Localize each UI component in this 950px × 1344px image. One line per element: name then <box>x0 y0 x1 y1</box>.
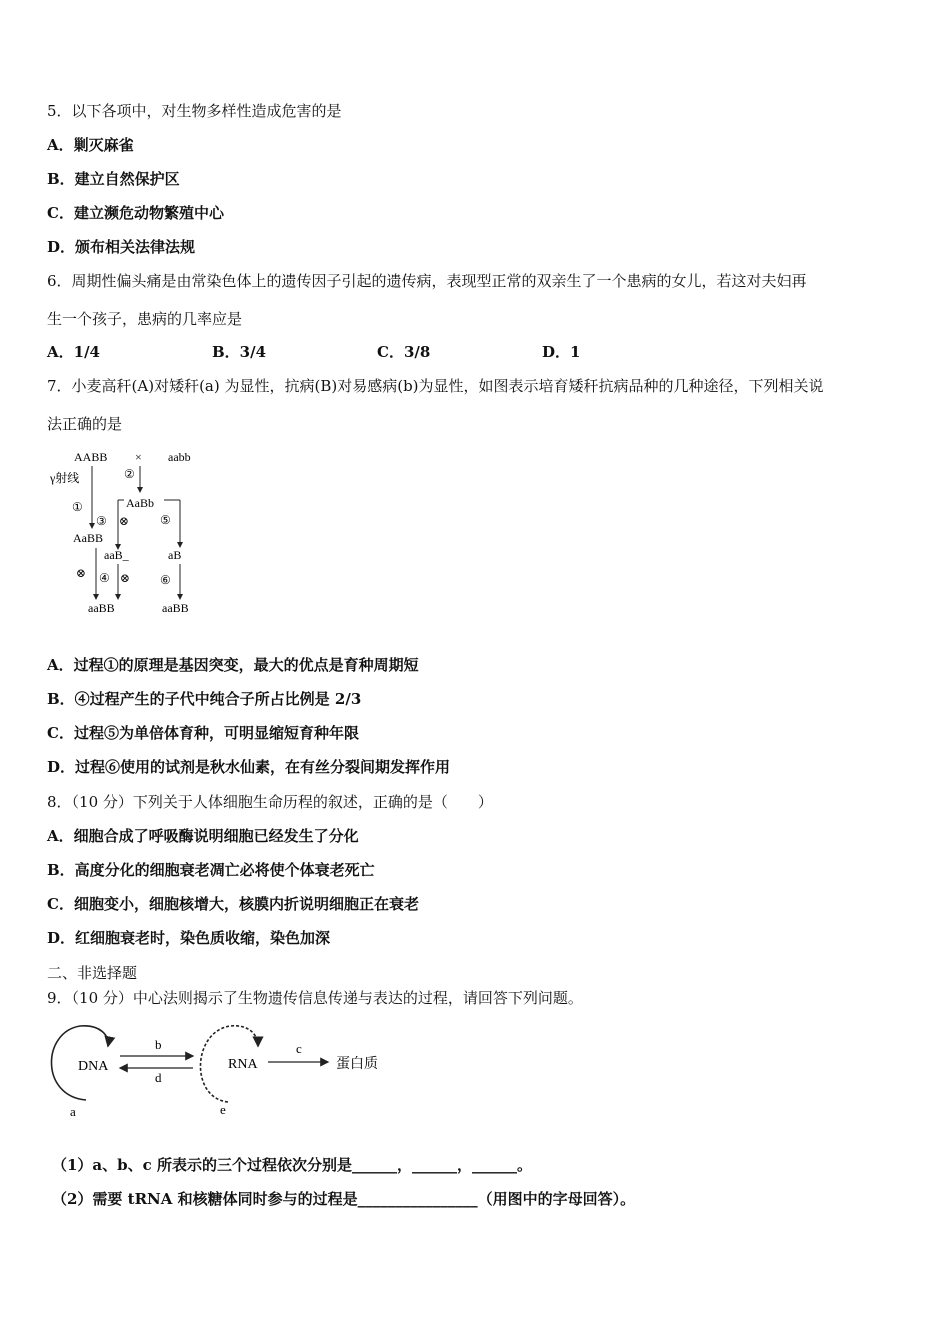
genotype-aab: aaB_ <box>104 548 129 562</box>
q6-option-a: A．1/4 <box>47 343 100 361</box>
q9-stem: 9．（10 分）中心法则揭示了生物遗传信息传递与表达的过程，请回答下列问题。 <box>47 989 583 1007</box>
q6-options <box>47 342 747 362</box>
breeding-pathway-diagram <box>40 444 220 619</box>
genotype-aabb-mutant: AaBB <box>73 531 103 545</box>
q8-option-c: C．细胞变小，细胞核增大，核膜内折说明细胞正在衰老 <box>47 895 419 913</box>
node-protein: 蛋白质 <box>336 1057 378 1072</box>
label-process-6: ⑥ <box>160 573 171 587</box>
q6-stem-line2: 生一个孩子，患病的几率应是 <box>47 310 243 328</box>
self-cross-symbol-4: ⊗ <box>120 571 131 585</box>
q8-stem: 8．（10 分）下列关于人体细胞生命历程的叙述，正确的是（ ） <box>47 793 493 811</box>
label-b: b <box>155 1037 162 1052</box>
label-e: e <box>220 1102 226 1117</box>
q5-stem: 5．以下各项中，对生物多样性造成危害的是 <box>47 102 342 120</box>
label-process-5: ⑤ <box>160 513 171 527</box>
q7-option-b: B．④过程产生的子代中纯合子所占比例是 2/3 <box>47 690 362 708</box>
result-aabb-right: aaBB <box>162 601 189 615</box>
label-process-1: ① <box>72 500 83 514</box>
q7-option-a: A．过程①的原理是基因突变，最大的优点是育种周期短 <box>47 656 419 674</box>
parent-aabb-recessive: aabb <box>168 450 191 464</box>
node-dna: DNA <box>78 1059 109 1074</box>
q8-option-a: A．细胞合成了呼吸酶说明细胞已经发生了分化 <box>47 827 359 845</box>
label-c: c <box>296 1041 302 1056</box>
q8-option-d: D．红细胞衰老时，染色质收缩，染色加深 <box>47 929 331 947</box>
q5-option-d: D．颁布相关法律法规 <box>47 238 196 256</box>
q6-stem-line1: 6．周期性偏头痛是由常染色体上的遗传因子引起的遗传病，表现型正常的双亲生了一个患病的女儿，若这对夫妇再 <box>47 272 807 290</box>
q7-stem-line1: 7．小麦高秆(A)对矮秆(a) 为显性，抗病(B)对易感病(b)为显性，如图表示培育矮秆抗病品种的几种途径，下列相关说 <box>47 377 824 395</box>
label-process-3: ③ <box>96 514 107 528</box>
q5-option-c: C．建立濒危动物繁殖中心 <box>47 204 224 222</box>
hybrid-aabb: AaBb <box>126 496 154 510</box>
q7-option-c: C．过程⑤为单倍体育种，可明显缩短育种年限 <box>47 724 359 742</box>
label-a: a <box>70 1104 76 1118</box>
parent-aabb-dominant: AABB <box>74 450 108 464</box>
q9-subquestion-2: （2）需要 tRNA 和核糖体同时参与的过程是________________（用图中的字母回答）。 <box>52 1190 636 1208</box>
q7-stem-line2: 法正确的是 <box>47 415 123 433</box>
q8-option-b: B．高度分化的细胞衰老凋亡必将使个体衰老死亡 <box>47 861 375 879</box>
label-process-2: ② <box>124 467 135 481</box>
q6-option-b: B．3/4 <box>212 343 267 361</box>
q5-option-b: B．建立自然保护区 <box>47 170 180 188</box>
self-cross-symbol-3: ⊗ <box>119 514 130 528</box>
haploid-ab: aB <box>168 548 182 562</box>
cross-symbol: × <box>135 450 142 464</box>
q6-option-c: C．3/8 <box>377 343 431 361</box>
gamma-ray-label: γ射线 <box>50 471 80 485</box>
q7-option-d: D．过程⑥使用的试剂是秋水仙素，在有丝分裂间期发挥作用 <box>47 758 451 776</box>
label-process-4: ④ <box>99 571 110 585</box>
q9-subquestion-1: （1）a、b、c 所表示的三个过程依次分别是______，______，______。 <box>52 1156 533 1174</box>
node-rna: RNA <box>228 1057 258 1072</box>
result-aabb-left: aaBB <box>88 601 115 615</box>
section-heading: 二、非选择题 <box>47 964 138 982</box>
central-dogma-diagram <box>40 1018 400 1118</box>
q5-option-a: A．剿灭麻雀 <box>47 136 134 154</box>
label-d: d <box>155 1070 162 1085</box>
q6-option-d: D．1 <box>542 343 581 361</box>
self-cross-symbol-left: ⊗ <box>76 566 87 580</box>
